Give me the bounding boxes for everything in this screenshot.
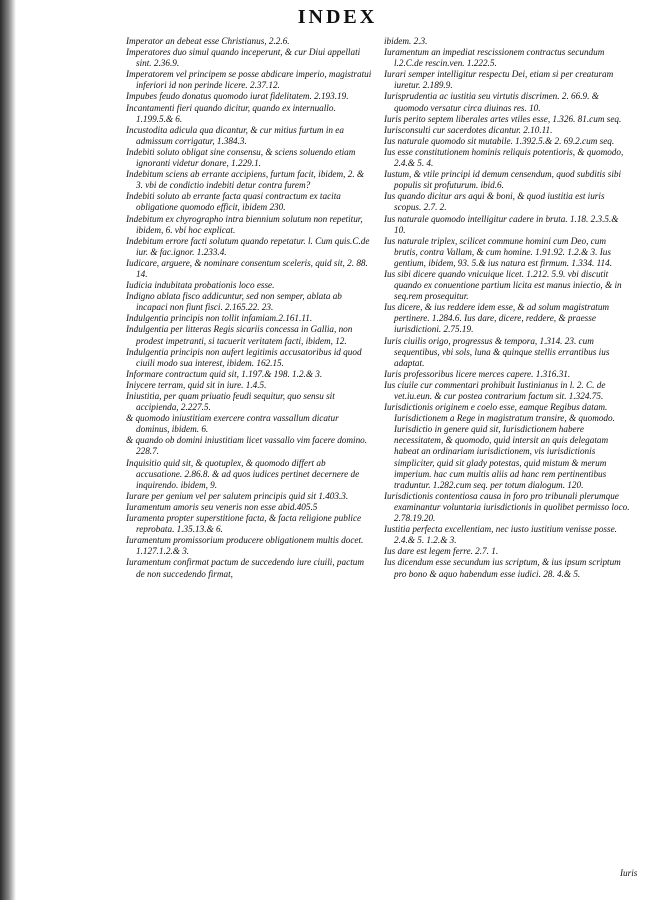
index-entry: Indulgentia principis non aufert legitimis accusatoribus id quod ciuili modo sua interest, ibidem. 162.15. [126,346,362,368]
index-entry: Iustum, & vtile principi id demum censendum, quod subditis sibi populis sit profuturum. ibid.6. [384,169,622,191]
index-entry: Ius dicere, & ius reddere idem esse, & ad solum magistratum pertinere. 1.284.6. Ius dare, dicere, reddere, & praesse iurisdictioni. 2.75.19. [384,302,610,335]
index-entry: Ius quando dicitur ars aqui & boni, & quod iustitia est iuris scopus. 2.7. 2. [384,191,605,213]
index-entry: Ius dare est legem ferre. 2.7. 1. [384,546,499,557]
index-entry: Imperator an debeat esse Christianus, 2.2.6. [126,36,290,46]
index-entry: Indulgentia principis non tollit infamiam.2.161.11. [126,313,313,324]
index-entry: Iudicia indubitata probationis loco esse. [126,280,275,291]
index-entry: Indebitum sciens ab errante accipiens, furtum facit, ibidem, 2. & 3. vbi de condictio indebiti detur contra furem? [126,169,365,191]
index-entry: Indulgentia per litteras Regis sicariis concessa in Gallia, non prodest impetranti, si tacuerit veritatem facti, ibidem, 12. [126,324,353,346]
index-entry: Ius esse constitutionem hominis reliquis potentioris, & quomodo, 2.4.& 5. 4. [384,146,624,169]
index-entry: Iuris professoribus licere merces capere. 1.316.31. [384,368,571,379]
index-entry: Incantamenti fieri quando dicitur, quando ex internuallo. 1.199.5.& 6. [126,102,336,124]
index-entry: Iurare per genium vel per salutem principis quid sit 1.403.3. [126,490,349,501]
index-entry: Inquisitio quid sit, & quotuplex, & quomodo differt ab accusatione. 2.86.8. & ad quos iudices pertinet decernere de inquirendo. ibidem, 9. [126,457,360,490]
index-entry: Indebiti soluto obligat sine consensu, & sciens soluendo etiam ignoranti videtur donare, 1.229.1. [126,146,356,169]
index-entry: Ius naturale triplex, scilicet commune homini cum Deo, cum brutis, contra Vallam, & cum homine. 1.91.92. 1.2.& 3. Ius gentium, ibidem, 93. 5.& ius natura est firmum. 1.334. 114. [384,235,613,268]
index-entry: Informare contractum quid sit, 1.197.& 198. 1.2.& 3. [126,368,323,379]
index-entry: Iuramentum promissorium producere obligationem multis docet. 1.127.1.2.& 3. [126,535,364,557]
index-entry: Iurisdictionis originem e coelo esse, eamque Regibus datam. Iurisdictionem a Rege in magistratum transire, & quomodo. Iurisdictio in genere quid sit, Iurisdictionem habere necessitatem, & quomodo, quid intersit an quis delegatam habeat an ordinariam iurisdictionem, vis iurisdictionis simpliciter, quid sit glady potestas, quid mistum & merum imperium. hac cum multis aliis ad hanc rem pertinentibus traduntur. 1.282.cum seq. per totum dialogum. 120. [384,402,615,490]
index-entry: & quomodo iniustitiam exercere contra vassallum dicatur dominus, ibidem. 6. [126,413,339,435]
index-entry: Indigno ablata fisco addicuntur, sed non semper, ablata ab incapaci non fiunt fisci. 2.165.22. 23. [126,291,342,313]
index-entry: Iuris ciuilis origo, progressus & tempora, 1.314. 23. cum sequentibus, vbi sols, luna & quinque stellis errantibus ius adaptat. [384,335,610,368]
index-entry: & quando ob domini iniustitiam licet vassallo vim facere domino. 228.7. [126,435,368,457]
index-entry: Impubes feudo donatus quomodo iurat fidelitatem. 2.193.19. [126,91,349,102]
index-entry: ibidem. 2.3. [384,36,428,46]
index-entry: Ius dicendum esse secundum ius scriptum, & ius ipsum scriptum pro bono & aquo habendum esse iudici. 28. 4.& 5. [384,557,621,579]
index-entry: Indebitum errore facti solutum quando repetatur. l. Cum quis.C.de iur. & fac.ignor. 1.233.4. [126,235,370,257]
index-entry: Iurisconsulti cur sacerdotes dicantur. 2.10.11. [384,124,553,135]
index-entry: Iuris perito septem liberales artes vtiles esse, 1.326. 81.cum seq. [384,113,622,124]
index-entry: Iniycere terram, quid sit in iure. 1.4.5. [126,379,267,390]
index-entry: Ius ciuile cur commentari prohibuit Iustinianus in l. 2. C. de vet.iu.eun. & cur postea contrarium factum sit. 1.324.75. [384,379,606,401]
page-binding-shadow [0,0,16,900]
index-entry: Iuramentum amoris seu veneris non esse abid.405.5 [126,501,318,512]
index-entry: Indebiti soluto ab errante facta quasi contractum ex tacita obligatione quomodo efficit, ibidem 230. [126,191,341,213]
index-entry: Iurari semper intelligitur respectu Dei, etiam si per creaturam iuretur. 2.189.9. [384,69,614,91]
catchword: Iuris [620,868,638,878]
index-entry: Iurisdictionis contentiosa causa in foro pro tribunali plerumque examinantur voluntaria iurisdictionis in quolibet permisso loco. 2.78.19.20. [384,490,630,524]
left-index-column [126,36,372,580]
index-entry: Iuramentum an impediat rescissionem contractus secundum l.2.C.de rescin.ven. 1.222.5. [384,47,605,69]
index-entry: Iuramenta propter superstitione facta, & facta religione publice reprobata. 1.35.13.& 6. [126,513,362,535]
index-entry: Ius naturale quomodo sit mutabile. 1.392.5.& 2. 69.2.cum seq. [384,135,615,146]
index-entry: Iurisprudentia ac iustitia seu virtutis discrimen. 2. 66.9. & quomodo versatur circa diuinas res. 10. [384,91,599,113]
book-page [16,0,659,900]
index-entry: Ius naturale quomodo intelligitur cadere in bruta. 1.18. 2.3.5.& 10. [384,213,619,235]
index-entry: Indebitum ex chyrographo intra biennium solutum non repetitur, ibidem, 6. vbi hoc explicat. [126,213,363,235]
index-entry: Imperatores duo simul quando inceperunt, & cur Diui appellati sint. 2.36.9. [126,47,361,69]
index-entry: Iudicare, arguere, & nominare consentum sceleris, quid sit, 2. 88. 14. [126,257,368,279]
page-header: INDEX [297,6,378,28]
index-entry: Ius sibi dicere quando vnicuique licet. 1.212. 5.9. vbi discutit quando ex conuentione partium licita est manus iniectio, & in seq.rem prosequitur. [384,268,622,302]
index-entry: Imperatorem vel principem se posse abdicare imperio, magistratui inferiori id non perinde licere. 2.37.12. [126,69,372,91]
index-entry: Incustodita adicula qua dicantur, & cur mitius furtum in ea admissum corrigatur, 1.384.3. [126,124,344,146]
index-entry: Iniustitia, per quam priuatio feudi sequitur, quo sensu sit accipienda, 2.227.5. [126,391,335,413]
index-entry: Iustitia perfecta excellentiam, nec iusto iustitium venisse posse. 2.4.& 5. 1.2.& 3. [384,524,617,546]
right-index-column [384,36,630,580]
index-entry: Iuramentum confirmat pactum de succedendo iure ciuili, pactum de non succedendo firmat, [126,557,364,579]
